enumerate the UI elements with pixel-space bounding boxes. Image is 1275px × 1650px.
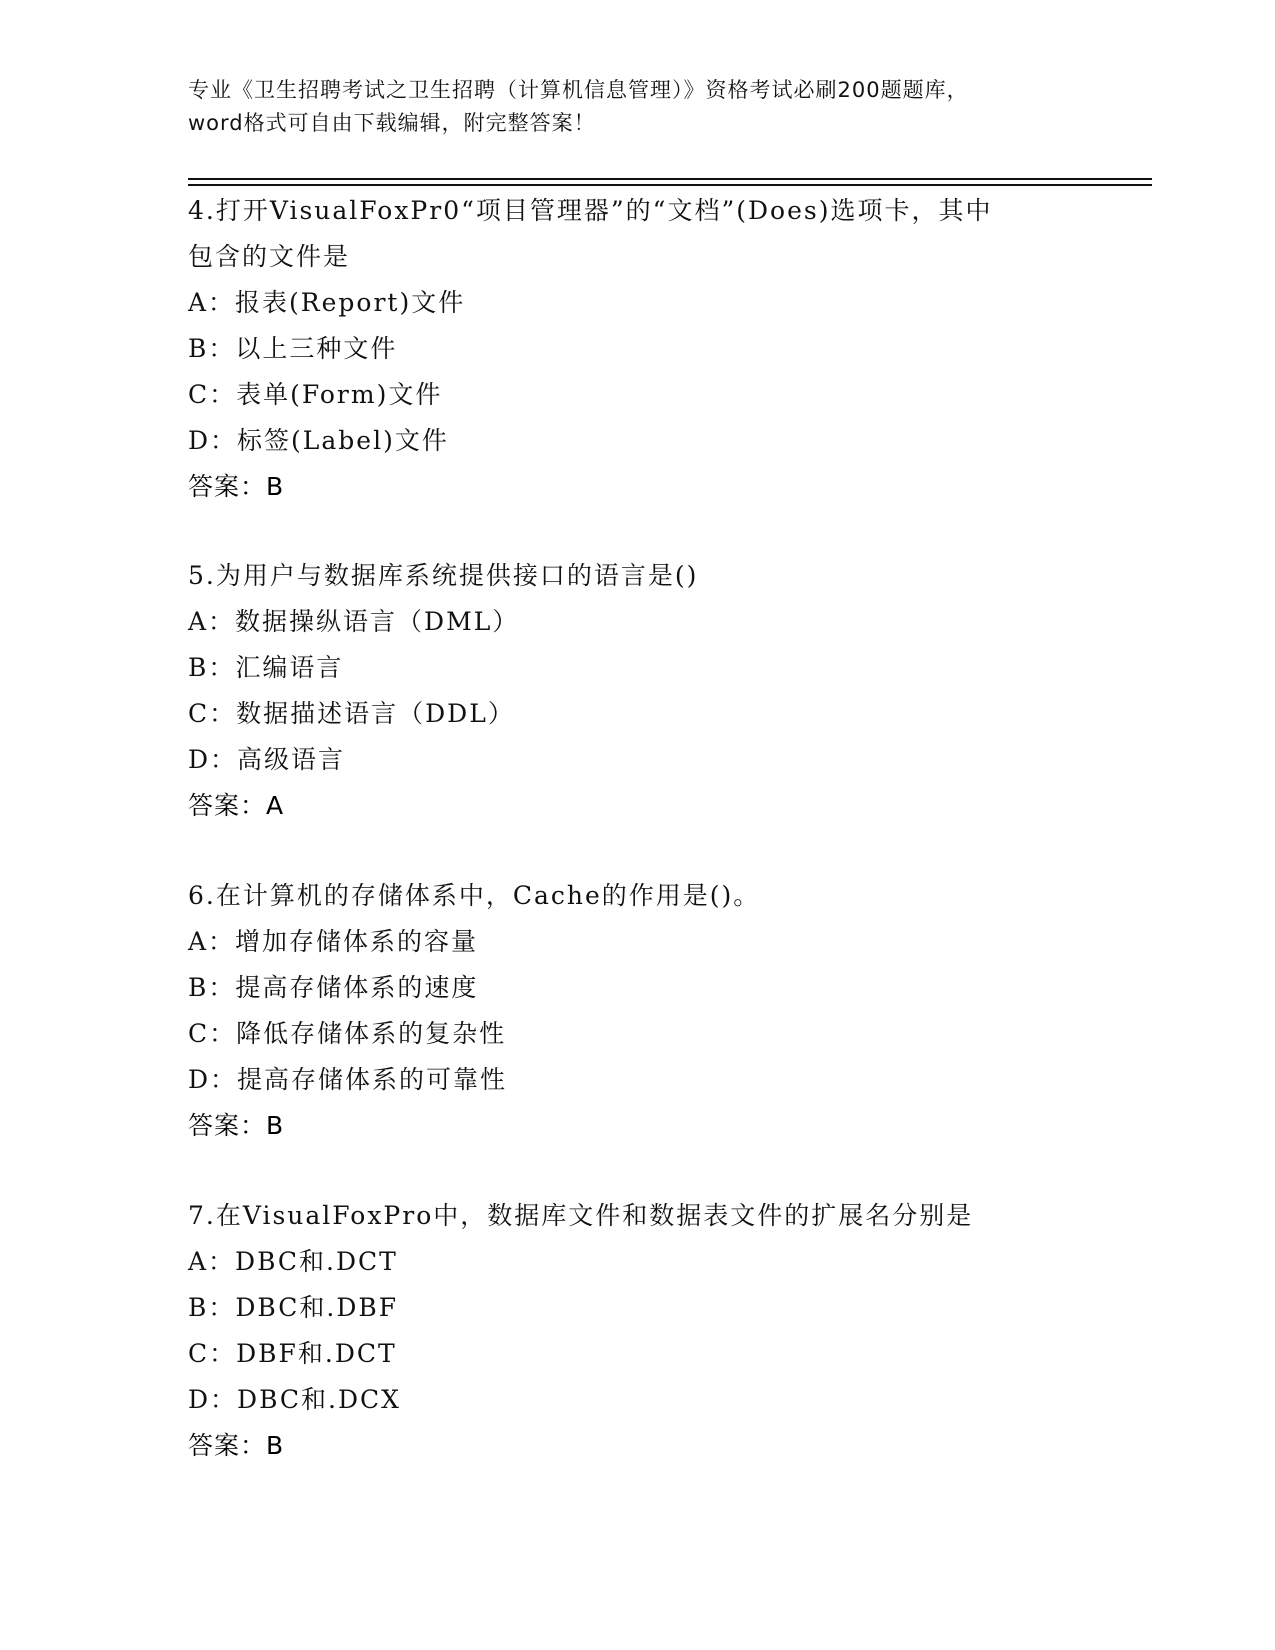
option-c: C：表单(Form)文件 (188, 380, 443, 409)
question-7 (188, 1193, 1088, 1469)
question-5 (188, 553, 1088, 829)
question-stem-continued: 包含的文件是 (188, 242, 351, 271)
option-d: D：提高存储体系的可靠性 (188, 1065, 508, 1094)
option-c: C：DBF和.DCT (188, 1339, 397, 1368)
option-c: C：降低存储体系的复杂性 (188, 1019, 507, 1048)
option-c: C：数据描述语言（DDL） (188, 699, 515, 728)
header-line-1: 专业《卫生招聘考试之卫生招聘（计算机信息管理）》资格考试必刷200题题库， (188, 78, 969, 102)
option-a: A：报表(Report)文件 (188, 288, 466, 317)
option-a: A：数据操纵语言（DML） (188, 607, 520, 636)
option-b: B：提高存储体系的速度 (188, 973, 479, 1002)
option-d: D：高级语言 (188, 745, 346, 774)
question-stem: 4.打开VisualFoxPr0“项目管理器”的“文档”(Does)选项卡，其中 (188, 196, 993, 225)
question-stem: 5.为用户与数据库系统提供接口的语言是() (188, 561, 699, 590)
answer-text: 答案：B (188, 1431, 285, 1460)
option-b: B：汇编语言 (188, 653, 344, 682)
header-divider-bottom (188, 184, 1152, 186)
document-header (188, 74, 1088, 140)
answer-text: 答案：A (188, 791, 285, 820)
answer-text: 答案：B (188, 472, 285, 501)
option-a: A：DBC和.DCT (188, 1247, 398, 1276)
option-a: A：增加存储体系的容量 (188, 927, 479, 956)
question-stem: 6.在计算机的存储体系中，Cache的作用是()。 (188, 881, 761, 910)
option-b: B：以上三种文件 (188, 334, 398, 363)
option-d: D：DBC和.DCX (188, 1385, 401, 1414)
option-b: B：DBC和.DBF (188, 1293, 399, 1322)
question-6 (188, 873, 1088, 1149)
option-d: D：标签(Label)文件 (188, 426, 449, 455)
answer-text: 答案：B (188, 1111, 285, 1140)
header-divider-top (188, 178, 1152, 180)
question-stem: 7.在VisualFoxPro中，数据库文件和数据表文件的扩展名分别是 (188, 1201, 974, 1230)
header-line-2: word格式可自由下载编辑，附完整答案！ (188, 111, 596, 135)
question-4 (188, 188, 1088, 510)
